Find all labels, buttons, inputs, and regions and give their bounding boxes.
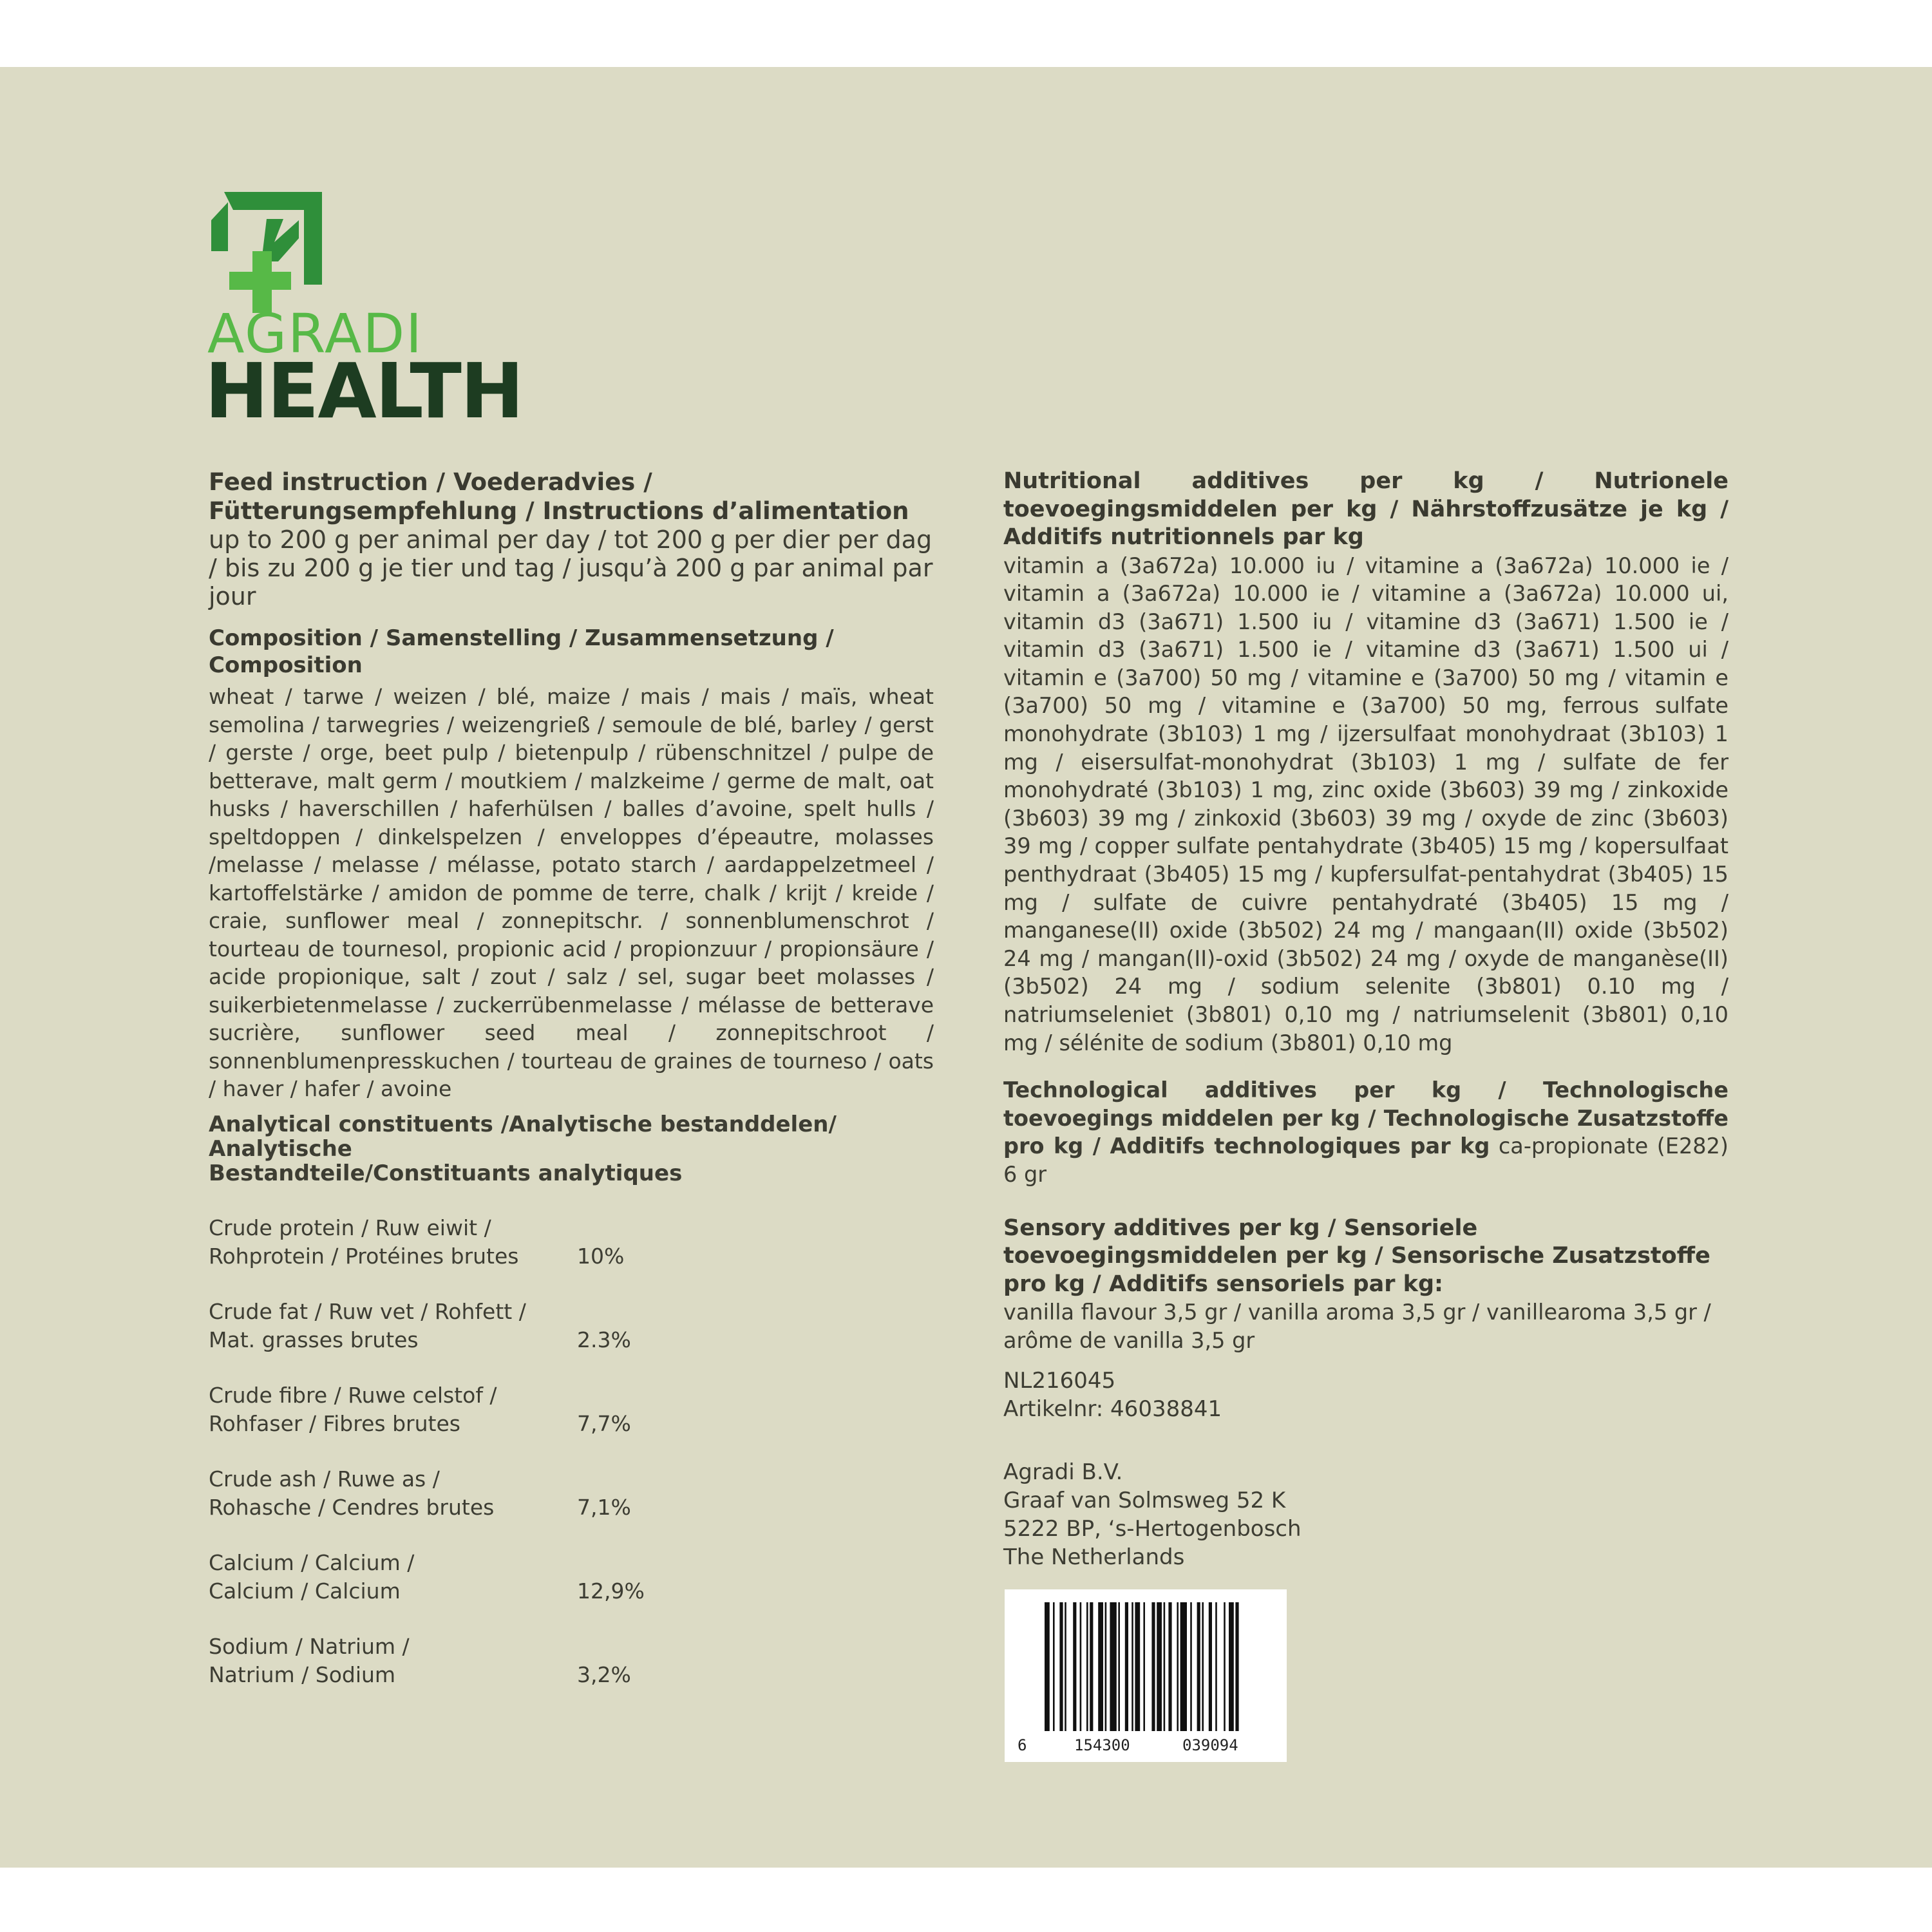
street: Graaf van Solmsweg 52 K <box>1003 1488 1286 1513</box>
country: The Netherlands <box>1003 1544 1185 1570</box>
constituent-value: 7,1% <box>577 1494 631 1520</box>
brand-logo <box>205 187 523 435</box>
horse-plus-icon <box>207 187 330 316</box>
constituent-name: Crude fibre / Ruwe celstof / <box>209 1382 497 1408</box>
city: 5222 BP, ‘s-Hertogenbosch <box>1003 1516 1302 1542</box>
feed-heading-1: Feed instruction / Voederadvies / <box>209 468 652 496</box>
registration-code: NL216045 <box>1003 1368 1116 1394</box>
constituent-name: Rohfaser / Fibres brutes <box>209 1410 460 1436</box>
table-row <box>209 1381 934 1465</box>
composition-text: wheat / tarwe / weizen / blé, maize / mais / mais / maïs, wheat semolina / tarwegries / weizengrieß / semoule de blé, barley / gerst / gerste / orge, beet pulp / bietenpulp / rübenschnitzel / pulpe de betterave, malt germ / moutkiem / malzkeime / germe de malt, oat husks / haverschillen / haferhülsen / balles d’avoine, spelt hulls / speltdoppen / dinkelspelzen / enveloppes d’épeautre, molasses /melasse / melasse / mélasse, potato starch / aardappelzetmeel / kartoffelstärke / amidon de pomme de terre, chalk / krijt / kreide / craie, sunflower meal / zonnepitschr. / sonnenblumenschrot / tourteau de tournesol, propionic acid / propionzuur / propionsäure / acide propionique, salt / zout / salz / sel, sugar beet molasses / suikerbietenmelasse / zuckerrübenmelasse / mélasse de betterave sucrière, sunflower seed meal / zonnepitschroot / sonnenblumenpresskuchen / tourteau de graines de tourneso / oats / haver / hafer / avoine <box>209 684 934 1101</box>
technological-block <box>1003 1076 1728 1188</box>
constituent-name: Crude ash / Ruwe as / <box>209 1466 440 1492</box>
barcode-bars <box>1005 1589 1287 1738</box>
table-row <box>209 1214 934 1298</box>
constituent-name: Rohprotein / Protéines brutes <box>209 1243 519 1269</box>
technological-heading: Technological additives per kg / Technologische toevoegings middelen per kg / Technologische Zusatzstoffe pro kg / Additifs technologiques par kg <box>1003 1077 1728 1159</box>
composition-heading: Composition / Samenstelling / Zusammensetzung / Composition <box>209 625 834 678</box>
analytical-table <box>209 1214 934 1716</box>
left-column <box>209 468 934 1716</box>
feed-instruction-text: up to 200 g per animal per day / tot 200 g per dier per dag / bis zu 200 g je tier und tag / jusqu’à 200 g par animal par jour <box>209 526 933 611</box>
barcode-digits-left: 154300 <box>1074 1736 1130 1754</box>
registration-info <box>1003 1367 1222 1423</box>
table-row <box>209 1465 934 1549</box>
constituent-name: Crude protein / Ruw eiwit / <box>209 1215 491 1240</box>
sensory-heading: Sensory additives per kg / Sensoriele toevoegingsmiddelen per kg / Sensorische Zusatzstoffe pro kg / Additifs sensoriels par kg: <box>1003 1215 1710 1297</box>
barcode <box>1005 1589 1287 1762</box>
analytical-heading-1: Analytical constituents /Analytische bestanddelen/ Analytische <box>209 1111 837 1162</box>
brand-name-agradi: AGRADI <box>207 302 423 365</box>
table-row <box>209 1549 934 1633</box>
constituent-name: Calcium / Calcium / <box>209 1549 415 1575</box>
constituent-name: Calcium / Calcium <box>209 1578 401 1604</box>
nutritional-text: vitamin a (3a672a) 10.000 iu / vitamine a (3a672a) 10.000 ie / vitamin a (3a672a) 10.000 ie / vitamine a (3a672a) 10.000 ui, vitamin d3 (3a671) 1.500 iu / vitamine d3 (3a671) 1.500 ie / vitamin d3 (3a671) 1.500 ie / vitamine d3 (3a671) 1.500 ui / vitamin e (3a700) 50 mg / vitamine e (3a700) 50 mg / vitamin e (3a700) 50 mg / vitamine e (3a700) 50 mg, ferrous sulfate monohydrate (3b103) 1 mg / ijzersulfaat monohydraat (3b103) 1 mg / eisersulfat-monohydrat (3b103) 1 mg / sulfate de fer monohydraté (3b103) 1 mg, zinc oxide (3b603) 39 mg / zinkoxide (3b603) 39 mg / zinkoxid (3b603) 39 mg / oxyde de zinc (3b603) 39 mg / copper sulfate pentahydrate (3b405) 15 mg / kopersulfaat penthydraat (3b405) 15 mg / kupfersulfat-pentahydrat (3b405) 15 mg / sulfate de cuivre pentahydraté (3b405) 15 mg / manganese(II) oxide (3b502) 24 mg / mangaan(II) oxide (3b502) 24 mg / mangan(II)-oxid (3b502) 24 mg / oxyde de manganèse(II) (3b502) 24 mg / sodium selenite (3b801) 0.10 mg / natriumseleniet (3b801) 0,10 mg / natriumselenit (3b801) 0,10 mg / sélénite de sodium (3b801) 0,10 mg <box>1003 553 1728 1056</box>
sensory-text: vanilla flavour 3,5 gr / vanilla aroma 3,5 gr / vanillearoma 3,5 gr / arôme de vanilla 3,5 gr <box>1003 1300 1711 1353</box>
analytical-heading-2: Bestandteile/Constituants analytiques <box>209 1160 683 1186</box>
company-name: Agradi B.V. <box>1003 1459 1123 1485</box>
technological-text: ca-propionate (E282) 6 gr <box>1003 1133 1728 1187</box>
nutritional-heading: Nutritional additives per kg / Nutrionele toevoegingsmiddelen per kg / Nährstoffzusätze je kg / Additifs nutritionnels par kg <box>1003 468 1728 550</box>
table-row <box>209 1633 934 1716</box>
barcode-digit: 6 <box>1018 1736 1027 1754</box>
feed-heading-2: Fütterungsempfehlung / Instructions d’alimentation <box>209 497 909 525</box>
constituent-value: 10% <box>577 1243 625 1269</box>
constituent-value: 12,9% <box>577 1578 645 1604</box>
brand-name-health: HEALTH <box>205 346 523 435</box>
right-column <box>1003 468 1728 1354</box>
constituent-name: Rohasche / Cendres brutes <box>209 1494 495 1520</box>
constituent-name: Mat. grasses brutes <box>209 1327 419 1352</box>
table-row <box>209 1298 934 1381</box>
barcode-digits-right: 039094 <box>1182 1736 1238 1754</box>
constituent-name: Natrium / Sodium <box>209 1662 396 1687</box>
constituent-name: Sodium / Natrium / <box>209 1633 410 1659</box>
company-address <box>1003 1458 1302 1571</box>
constituent-value: 7,7% <box>577 1410 631 1436</box>
constituent-value: 3,2% <box>577 1662 631 1687</box>
constituent-value: 2.3% <box>577 1327 631 1352</box>
constituent-name: Crude fat / Ruw vet / Rohfett / <box>209 1298 526 1324</box>
article-number: Artikelnr: 46038841 <box>1003 1396 1222 1422</box>
